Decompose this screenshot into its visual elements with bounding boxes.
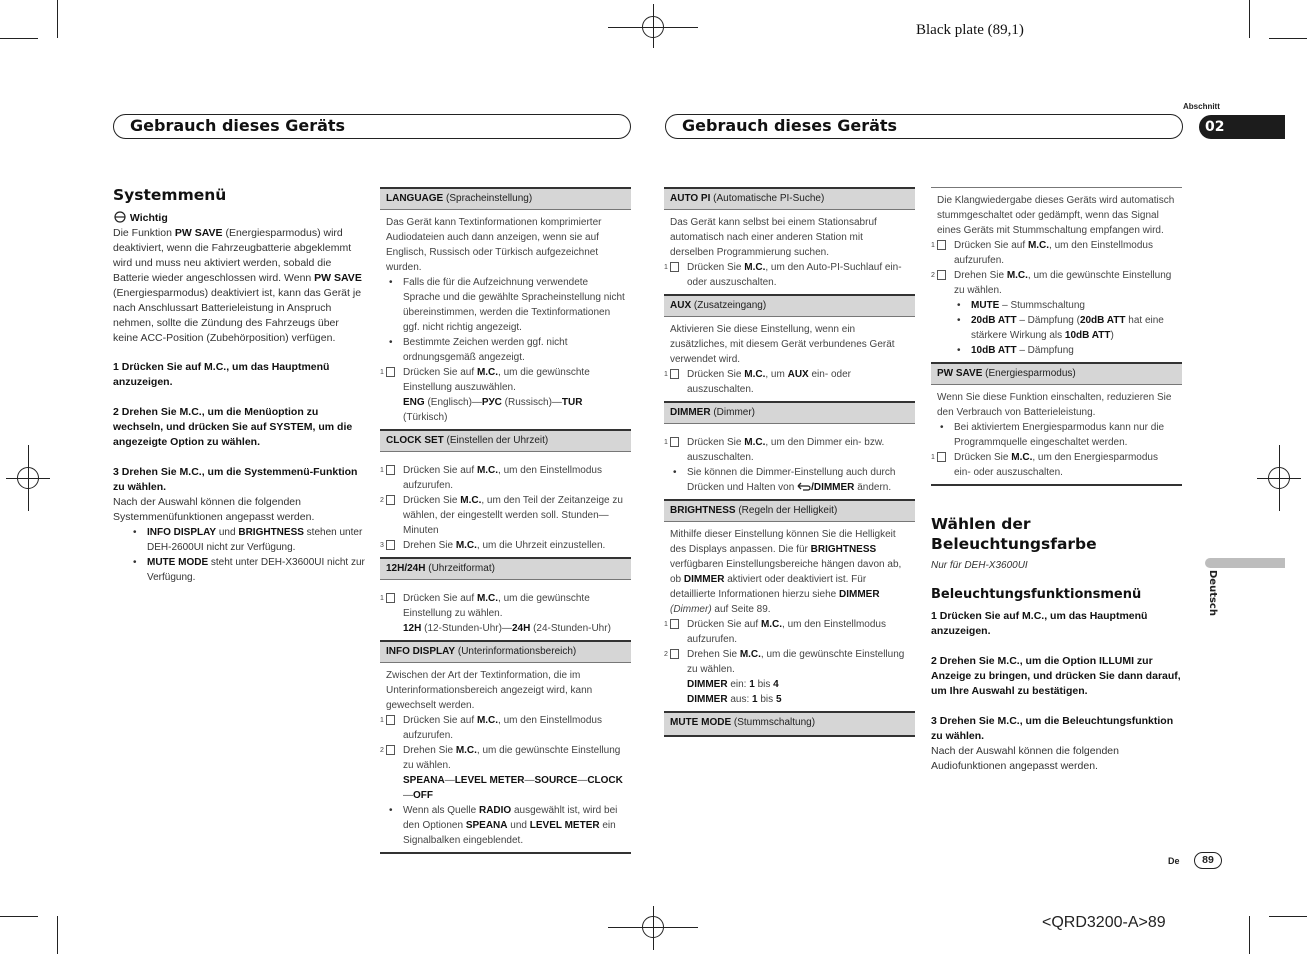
list-item: • Wenn als Quelle RADIO ausgewählt ist, wird bei den Optionen SPEANA und LEVEL METER ein Signalbalken eingeblendet. xyxy=(386,803,625,848)
step-item: Drücken Sie auf M.C., um den Einstellmodus aufzurufen. xyxy=(954,240,1153,266)
step-item: Drücken Sie M.C., um den Dimmer ein- bzw. auszuschalten. xyxy=(687,437,885,463)
time-format-options: 12H (12-Stunden-Uhr)—24H (24-Stunden-Uhr) xyxy=(403,623,611,634)
header-left: Gebrauch dieses Geräts xyxy=(113,114,631,139)
table-body-12h24h: 1 Drücken Sie auf M.C., um die gewünschte Einstellung zu wählen. 12H (12-Stunden-Uhr)—24H (24-Stunden-Uhr) xyxy=(380,580,631,640)
crop-mark xyxy=(1269,38,1307,39)
model-note: Nur für DEH-X3600UI xyxy=(931,560,1028,571)
table-body-dimmer: 1 Drücken Sie M.C., um den Dimmer ein- bzw. auszuschalten. • Sie können die Dimmer-Einstellung auch durch Drücken und Halten von /DIMMER ändern. xyxy=(664,424,915,499)
table-body-clock: 1 Drücken Sie auf M.C., um den Einstellmodus aufzurufen. 2 Drücken Sie M.C., um den Teil der Zeitanzeige zu wählen, der eingestellt werden soll. Stunden—Minuten 3 Drehen Sie M.C., um die Uhrzeit einzustellen. xyxy=(380,465,623,551)
table-header-auto-pi: AUTO PI (Automatische PI-Suche) xyxy=(664,187,915,210)
table-body-aux: Aktivieren Sie diese Einstellung, wenn ein zusätzliches, mit diesem Gerät verbundenes Gerät verwendet wird. 1 Drücken Sie M.C., um AUX ein- oder auszuschalten. xyxy=(664,317,915,401)
table-header-info-display: INFO DISPLAY (Unterinformationsbereich) xyxy=(380,640,631,663)
crop-mark xyxy=(57,0,58,38)
step-item: Drücken Sie auf M.C., um den Einstellmodus aufzurufen. xyxy=(403,715,602,741)
step-1: 1 Drücken Sie auf M.C., um das Hauptmenü anzuzeigen. xyxy=(113,361,330,388)
footer-language: De xyxy=(1168,856,1180,866)
table-body-pw-save: Wenn Sie diese Funktion einschalten, reduzieren Sie den Verbrauch von Batterieleistung. • Bei aktiviertem Energiesparmodus kann nur die Programmquelle eingeschaltet werden. 1 Drücken Sie M.C., um den Energiesparmodus ein- oder auszuschalten. xyxy=(931,385,1182,486)
step-1: 1 Drücken Sie auf M.C., um das Hauptmenü anzuzeigen. xyxy=(931,610,1148,637)
table-body-language: Das Gerät kann Textinformationen komprimierter Audiodateien auch dann anzeigen, wenn sie auf Englisch, Russisch oder Türkisch aufgezeichnet wurden. • Falls die für die Aufzeichnung verwendete Sprache und die gewählte Spracheinstellung nicht übereinstimmen, werden die Textinformationen ggf. nicht richtig angezeigt. • Bestimmte Zeichen werden ggf. nicht ordnungsgemäß angezeigt. 1 Drücken Sie auf M.C., um die gewünschte Einstellung auszuwählen. ENG (Englisch)—РУС (Russisch)—TUR (Türkisch) xyxy=(380,210,631,429)
important-text: Die Funktion PW SAVE (Energiesparmodus) wird deaktiviert, wenn die Fahrzeugbatterie abgeklemmt wird und muss neu aktiviert werden, sobald die Batterie wieder angeschlossen wird. Wenn PW SAVE (Energiesparmodus) deaktiviert ist, kann das Gerät je nach Anschlussart Batterieleistung in Anspruch nehmen, sollte die Zündung des Fahrzeugs über keine ACC-Position (Zubehörposition) verfügen. xyxy=(113,227,362,344)
important-icon xyxy=(113,211,127,223)
section-title-illumination: Wählen der Beleuchtungsfarbe xyxy=(931,515,1097,553)
language-sidebar xyxy=(1205,558,1285,568)
mute-intro: Die Klangwiedergabe dieses Geräts wird automatisch stummgeschaltet oder gedämpft, wenn das Signal eines Geräts mit Stummschaltung empfangen wird. xyxy=(937,195,1175,236)
pw-save-intro: Wenn Sie diese Funktion einschalten, reduzieren Sie den Verbrauch von Batterieleistung. xyxy=(937,392,1172,418)
step-3-text: Nach der Auswahl können die folgenden Systemmenüfunktionen angepasst werden. xyxy=(113,496,315,523)
step-3: 3 Drehen Sie M.C., um die Systemmenü-Funktion zu wählen. xyxy=(113,466,358,493)
step-2: 2 Drehen Sie M.C., um die Menüoption zu wechseln, und drücken Sie auf SYSTEM, um die angezeigte Option zu wählen. xyxy=(113,406,353,448)
column-1 xyxy=(113,185,365,585)
page-number: 89 xyxy=(1194,852,1222,869)
step-3-text: Nach der Auswahl können die folgenden Audiofunktionen angepasst werden. xyxy=(931,745,1119,772)
table-header-dimmer: DIMMER (Dimmer) xyxy=(664,401,915,424)
step-item: Drücken Sie M.C., um den Auto-PI-Suchlauf ein- oder auszuschalten. xyxy=(687,262,902,288)
table-body-brightness: Mithilfe dieser Einstellung können Sie die Helligkeit des Displays anpassen. Die für BRIGHTNESS verfügbaren Einstellungsbereiche hängen davon ab, ob DIMMER aktiviert oder deaktiviert ist. Für detaillierte Informationen hierzu siehe DIMMER (Dimmer) auf Seite 89. 1 Drücken Sie auf M.C., um den Einstellmodus aufzurufen. 2 Drehen Sie M.C., um die gewünschte Einstellung zu wählen. DIMMER ein: 1 bis 4 DIMMER aus: 1 bis 5 xyxy=(664,522,915,711)
step-item: Drücken Sie auf M.C., um den Einstellmodus aufzurufen. xyxy=(687,619,886,645)
step-item: Drücken Sie auf M.C., um die gewünschte Einstellung zu wählen. xyxy=(403,593,590,619)
subsection-title: Beleuchtungsfunktionsmenü xyxy=(931,587,1142,602)
section-title-systemmenu: Systemmenü xyxy=(113,186,227,204)
crop-mark xyxy=(1269,916,1307,917)
list-item: • Bestimmte Zeichen werden ggf. nicht ordnungsgemäß angezeigt. xyxy=(386,335,625,365)
table-header-12h24h: 12H/24H (Uhrzeitformat) xyxy=(380,557,631,580)
step-item: Drücken Sie auf M.C., um den Einstellmodus aufzurufen. xyxy=(403,465,602,491)
job-code: <QRD3200-A>89 xyxy=(1042,914,1166,931)
table-body-auto-pi: Das Gerät kann selbst bei einem Stationsabruf automatisch nach einer anderen Station mit derselben Programmierung suchen. 1 Drücken Sie M.C., um den Auto-PI-Suchlauf ein- oder auszuschalten. xyxy=(664,210,915,294)
step-item: Drehen Sie M.C., um die gewünschte Einstellung zu wählen. xyxy=(687,649,905,675)
column-3 xyxy=(664,187,915,737)
list-item: • Falls die für die Aufzeichnung verwendete Sprache und die gewählte Spracheinstellung nicht übereinstimmen, werden die Textinformationen ggf. nicht richtig angezeigt. xyxy=(386,275,625,335)
crop-mark xyxy=(0,38,38,39)
brightness-option: DIMMER ein: 1 bis 4 xyxy=(687,679,779,690)
section-label: Abschnitt xyxy=(1183,102,1220,111)
step-item: Drücken Sie M.C., um AUX ein- oder auszuschalten. xyxy=(687,369,851,395)
language-tab: Deutsch xyxy=(1207,570,1218,616)
column-4 xyxy=(931,187,1182,774)
list-item: • 20dB ATT – Dämpfung (20dB ATT hat eine stärkere Wirkung als 10dB ATT) xyxy=(954,313,1176,343)
table-header-language: LANGUAGE (Spracheinstellung) xyxy=(380,187,631,210)
list-item: • INFO DISPLAY und BRIGHTNESS stehen unter DEH-2600UI nicht zur Verfügung. xyxy=(130,525,365,555)
list-item: • Bei aktiviertem Energiesparmodus kann nur die Programmquelle eingeschaltet werden. xyxy=(937,420,1176,450)
registration-line xyxy=(653,4,654,48)
language-intro: Das Gerät kann Textinformationen komprimierter Audiodateien auch dann anzeigen, wenn sie auf Englisch, Russisch oder Türkisch aufgezeichnet wurden. xyxy=(386,217,602,273)
list-item: • Sie können die Dimmer-Einstellung auch durch Drücken und Halten von /DIMMER ändern. xyxy=(670,465,909,495)
step-item: Drehen Sie M.C., um die Uhrzeit einzustellen. xyxy=(403,540,606,551)
list-item: • MUTE – Stummschaltung xyxy=(954,298,1176,313)
plate-label: Black plate (89,1) xyxy=(916,22,1024,38)
auto-pi-intro: Das Gerät kann selbst bei einem Stationsabruf automatisch nach einer anderen Station mit derselben Programmierung suchen. xyxy=(670,217,877,258)
table-header-pw-save: PW SAVE (Energiesparmodus) xyxy=(931,362,1182,385)
header-right: Gebrauch dieses Geräts xyxy=(665,114,1183,139)
language-options: ENG (Englisch)—РУС (Russisch)—TUR (Türkisch) xyxy=(403,397,583,423)
aux-intro: Aktivieren Sie diese Einstellung, wenn ein zusätzliches, mit diesem Gerät verbundenes Gerät verwendet wird. xyxy=(670,324,895,365)
table-header-brightness: BRIGHTNESS (Regeln der Helligkeit) xyxy=(664,499,915,522)
back-arrow-icon xyxy=(797,482,811,491)
step-item: Drücken Sie M.C., um den Teil der Zeitanzeige zu wählen, der eingestellt werden soll. Stunden—Minuten xyxy=(403,495,623,536)
step-item: Drehen Sie M.C., um die gewünschte Einstellung zu wählen. xyxy=(403,745,621,771)
crop-mark xyxy=(0,916,38,917)
table-body-mute-mode: Die Klangwiedergabe dieses Geräts wird automatisch stummgeschaltet oder gedämpft, wenn das Signal eines Geräts mit Stummschaltung empfangen wird. 1 Drücken Sie auf M.C., um den Einstellmodus aufzurufen. 2 Drehen Sie M.C., um die gewünschte Einstellung zu wählen. • MUTE – Stummschaltung • 20dB ATT – Dämpfung (20dB ATT hat eine stärkere Wirkung als 10dB ATT) • 10dB ATT – Dämpfung xyxy=(931,188,1182,362)
registration-line xyxy=(1279,445,1280,511)
important-label: Wichtig xyxy=(129,212,168,224)
list-item: • MUTE MODE steht unter DEH-X3600UI nicht zur Verfügung. xyxy=(130,555,365,585)
brightness-intro: Mithilfe dieser Einstellung können Sie die Helligkeit des Displays anpassen. Die für BRIGHTNESS verfügbaren Einstellungsbereiche hängen davon ab, ob DIMMER aktiviert oder deaktiviert ist. Für detaillierte Informationen hierzu siehe DIMMER (Dimmer) auf Seite 89. xyxy=(670,529,902,615)
info-intro: Zwischen der Art der Textinformation, die im Unterinformationsbereich angezeigt wird, kann gewechselt werden. xyxy=(386,670,593,711)
important-heading xyxy=(113,211,365,226)
step-3: 3 Drehen Sie M.C., um die Beleuchtungsfunktion zu wählen. xyxy=(931,715,1174,742)
step-item: Drehen Sie M.C., um die gewünschte Einstellung zu wählen. xyxy=(954,270,1172,296)
crop-mark xyxy=(57,916,58,954)
step-item: Drücken Sie M.C., um den Energiesparmodus ein- oder auszuschalten. xyxy=(954,452,1158,478)
step-item: Drücken Sie auf M.C., um die gewünschte Einstellung auszuwählen. xyxy=(403,367,590,393)
registration-line xyxy=(653,906,654,950)
column-2 xyxy=(380,187,631,854)
table-header-clock: CLOCK SET (Einstellen der Uhrzeit) xyxy=(380,429,631,452)
crop-mark xyxy=(1249,0,1250,38)
brightness-option: DIMMER aus: 1 bis 5 xyxy=(687,694,782,705)
step-2: 2 Drehen Sie M.C., um die Option ILLUMI zur Anzeige zu bringen, und drücken Sie dann darauf, um Ihre Auswahl zu bestätigen. xyxy=(931,655,1181,697)
section-number-tab: 02 xyxy=(1199,115,1285,139)
table-header-aux: AUX (Zusatzeingang) xyxy=(664,294,915,317)
info-options: SPEANA—LEVEL METER—SOURCE—CLOCK—OFF xyxy=(403,775,623,801)
crop-mark xyxy=(1249,916,1250,954)
registration-line xyxy=(28,445,29,511)
table-body-info-display: Zwischen der Art der Textinformation, die im Unterinformationsbereich angezeigt wird, kann gewechselt werden. 1 Drücken Sie auf M.C., um den Einstellmodus aufzurufen. 2 Drehen Sie M.C., um die gewünschte Einstellung zu wählen. SPEANA—LEVEL METER—SOURCE—CLOCK—OFF • Wenn als Quelle RADIO ausgewählt ist, wird bei den Optionen SPEANA und LEVEL METER ein Signalbalken eingeblendet. xyxy=(380,663,631,854)
table-header-mute-mode: MUTE MODE (Stummschaltung) xyxy=(664,711,915,737)
list-item: • 10dB ATT – Dämpfung xyxy=(954,343,1176,358)
